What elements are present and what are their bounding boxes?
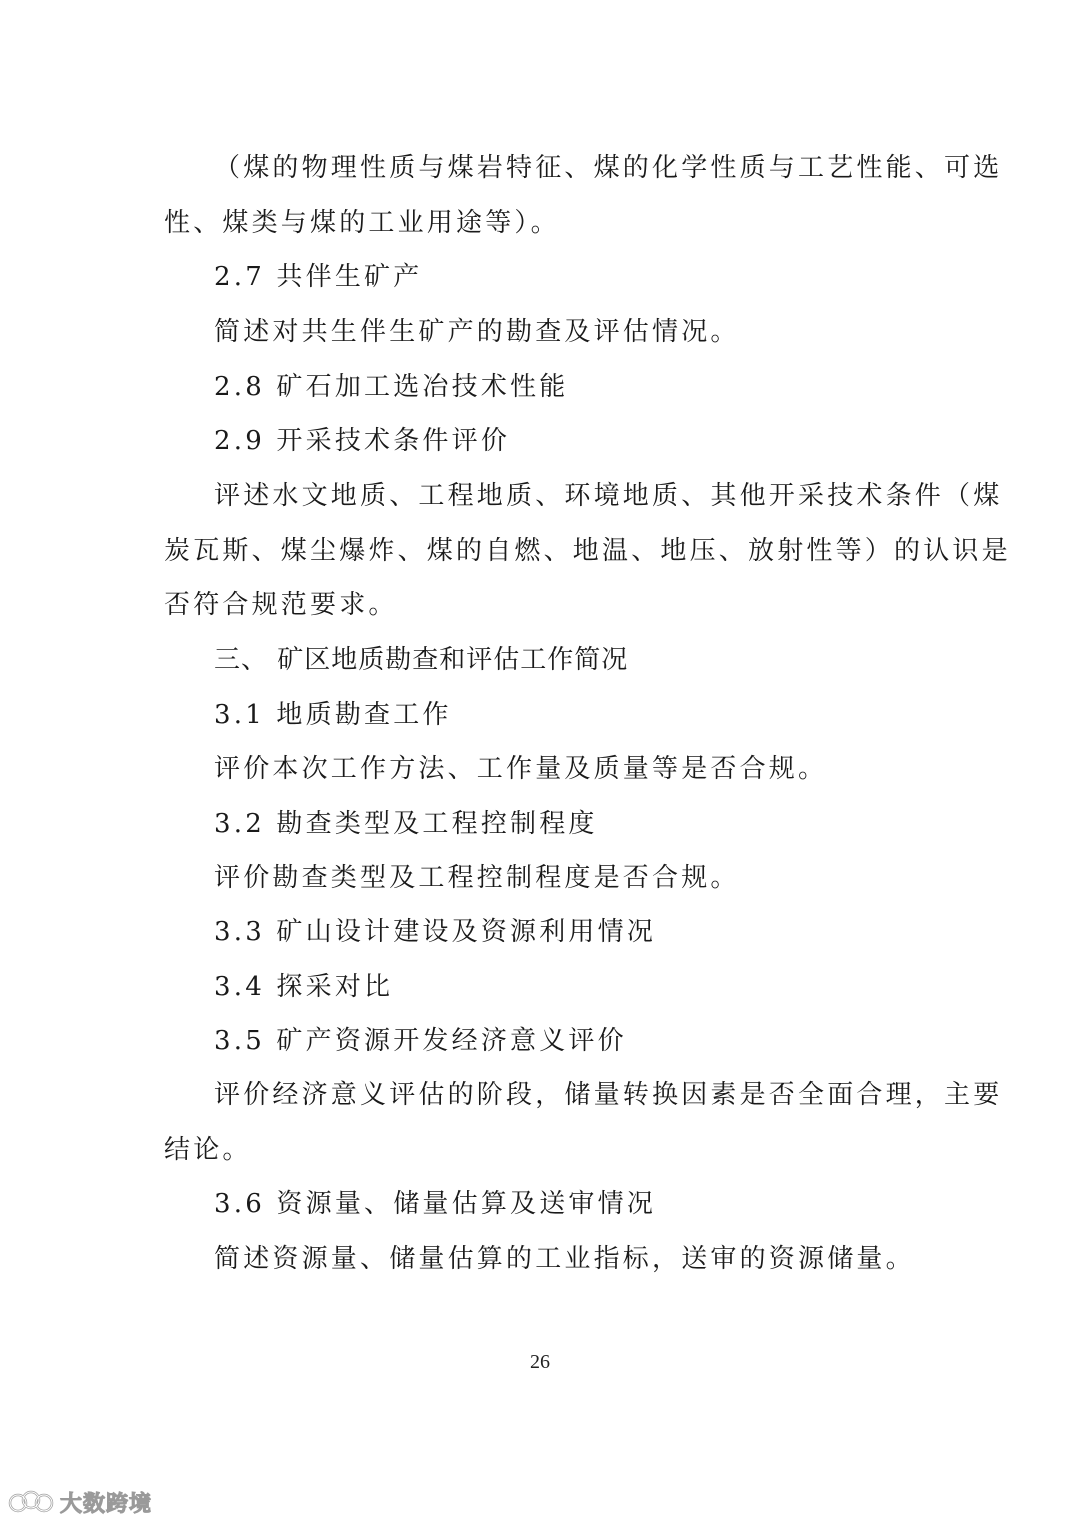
section-heading: 3.2 勘查类型及工程控制程度 xyxy=(214,809,598,839)
text-line: 性、煤类与煤的工业用途等）。 xyxy=(164,208,560,238)
section-heading: 2.9 开采技术条件评价 xyxy=(214,426,511,456)
section-heading: 3.1 地质勘查工作 xyxy=(214,700,452,730)
text-line: 评价经济意义评估的阶段，储量转换因素是否全面合理，主要 xyxy=(214,1080,1003,1110)
text-line: 评价勘查类型及工程控制程度是否合规。 xyxy=(214,863,740,893)
chain-logo-icon xyxy=(8,1489,54,1515)
text-line: 评述水文地质、工程地质、环境地质、其他开采技术条件（煤 xyxy=(214,481,1003,511)
chapter-heading: 三、 矿区地质勘查和评估工作简况 xyxy=(214,645,629,675)
watermark xyxy=(8,1487,152,1517)
text-line: 否符合规范要求。 xyxy=(164,590,398,620)
text-line: 简述资源量、储量估算的工业指标，送审的资源储量。 xyxy=(214,1244,915,1274)
text-line: 评价本次工作方法、工作量及质量等是否合规。 xyxy=(214,754,828,784)
page-number: 26 xyxy=(530,1351,550,1373)
section-heading: 3.6 资源量、储量估算及送审情况 xyxy=(214,1189,657,1219)
section-heading: 2.7 共伴生矿产 xyxy=(214,262,423,292)
text-line: （煤的物理性质与煤岩特征、煤的化学性质与工艺性能、可选 xyxy=(214,153,1003,183)
text-line: 炭瓦斯、煤尘爆炸、煤的自燃、地温、地压、放射性等）的认识是 xyxy=(164,536,1011,566)
section-heading: 3.5 矿产资源开发经济意义评价 xyxy=(214,1026,627,1056)
section-heading: 2.8 矿石加工选冶技术性能 xyxy=(214,372,569,402)
text-line: 结论。 xyxy=(164,1135,252,1165)
section-heading: 3.3 矿山设计建设及资源利用情况 xyxy=(214,917,657,947)
watermark-text: 大数跨境 xyxy=(60,1491,153,1517)
text-line: 简述对共生伴生矿产的勘查及评估情况。 xyxy=(214,317,740,347)
section-heading: 3.4 探采对比 xyxy=(214,972,394,1002)
